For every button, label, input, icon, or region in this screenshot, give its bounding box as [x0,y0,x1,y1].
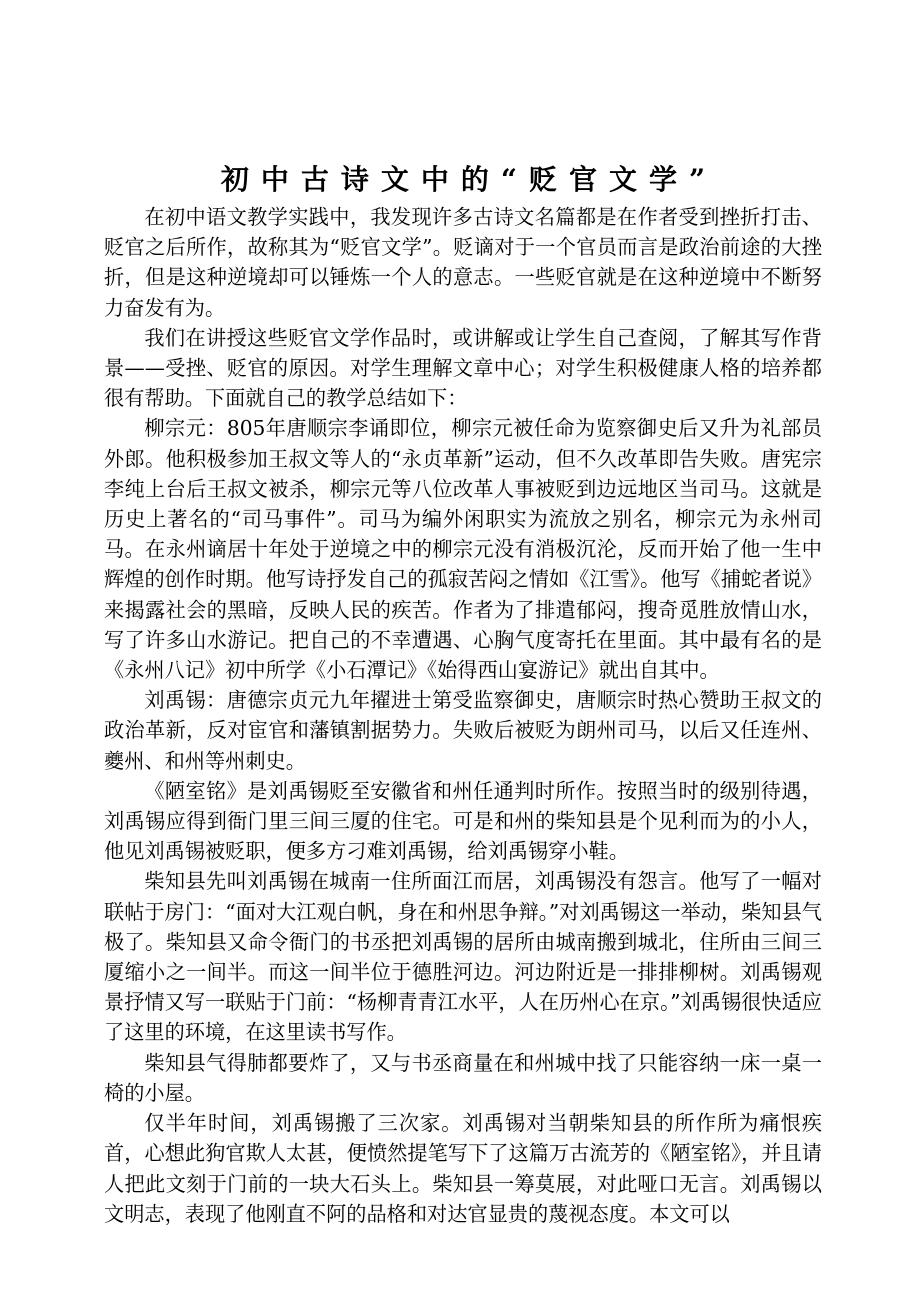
document-page [104,160,822,1229]
paragraph-chai-second-move: 柴知县气得肺都要炸了，又与书丞商量在和州城中找了只能容纳一床一桌一椅的小屋。 [104,1050,822,1105]
paragraph-intro: 在初中语文教学实践中，我发现许多古诗文名篇都是在作者受到挫折打击、贬官之后所作，故称其为“贬官文学”。贬谪对于一个官员而言是政治前途的大挫折，但是这种逆境却可以锤炼一个人的意志。一些贬官就是在这种逆境中不断努力奋发有为。 [104,205,822,320]
paragraph-chai-first-move: 柴知县先叫刘禹锡在城南一住所面江而居，刘禹锡没有怨言。他写了一幅对联帖于房门：“面对大江观白帆，身在和州思争辩。”对刘禹锡这一举动，柴知县气极了。柴知县又命令衙门的书丞把刘禹锡的居所由城南搬到城北，住所由三间三厦缩小之一间半。而这一间半位于德胜河边。河边附近是一排排柳树。刘禹锡观景抒情又写一联贴于门前：“杨柳青青江水平，人在历州心在京。”刘禹锡很快适应了这里的环境，在这里读书写作。 [104,869,822,1045]
paragraph-teaching: 我们在讲授这些贬官文学作品时，或讲解或让学生自己查阅，了解其写作背景——受挫、贬官的原因。对学生理解文章中心；对学生积极健康人格的培养都很有帮助。下面就自己的教学总结如下： [104,325,822,411]
document-title: 初中古诗文中的“贬官文学” [220,163,718,196]
paragraph-conclusion: 仅半年时间，刘禹锡搬了三次家。刘禹锡对当朝柴知县的所作所为痛恨疾首，心想此狗官欺人太甚，便愤然提笔写下了这篇万古流芳的《陋室铭》，并且请人把此文刻于门前的一块大石头上。柴知县一筹莫展，对此哑口无言。刘禹锡以文明志，表现了他刚直不阿的品格和对达官显贵的蔑视态度。本文可以 [104,1111,822,1226]
paragraph-liu-zongyuan: 柳宗元：805年唐顺宗李诵即位，柳宗元被任命为览察御史后又升为礼部员外郎。他积极参加王叔文等人的“永贞革新”运动，但不久改革即告失败。唐宪宗李纯上台后王叔文被杀，柳宗元等八位改革人事被贬到边远地区当司马。这就是历史上著名的“司马事件”。司马为编外闲职实为流放之别名，柳宗元为永州司马。在永州谪居十年处于逆境之中的柳宗元没有消极沉沦，反而开始了他一生中辉煌的创作时期。他写诗抒发自己的孤寂苦闷之情如《江雪》。他写《捕蛇者说》来揭露社会的黑暗，反映人民的疾苦。作者为了排遣郁闷，搜奇觅胜放情山水，写了许多山水游记。把自己的不幸遭遇、心胸气度寄托在里面。其中最有名的是《永州八记》初中所学《小石潭记》《始得西山宴游记》就出自其中。 [104,416,822,683]
paragraph-liu-yuxi: 刘禹锡：唐德宗贞元九年擢进士第受监察御史，唐顺宗时热心赞助王叔文的政治革新，反对宦官和藩镇割据势力。失败后被贬为朗州司马，以后又任连州、夔州、和州等州刺史。 [104,688,822,773]
paragraph-loushiming: 《陋室铭》是刘禹锡贬至安徽省和州任通判时所作。按照当时的级别待遇，刘禹锡应得到衙门里三间三厦的住宅。可是和州的柴知县是个见利而为的小人，他见刘禹锡被贬职，便多方刁难刘禹锡，给刘禹锡穿小鞋。 [104,778,822,864]
